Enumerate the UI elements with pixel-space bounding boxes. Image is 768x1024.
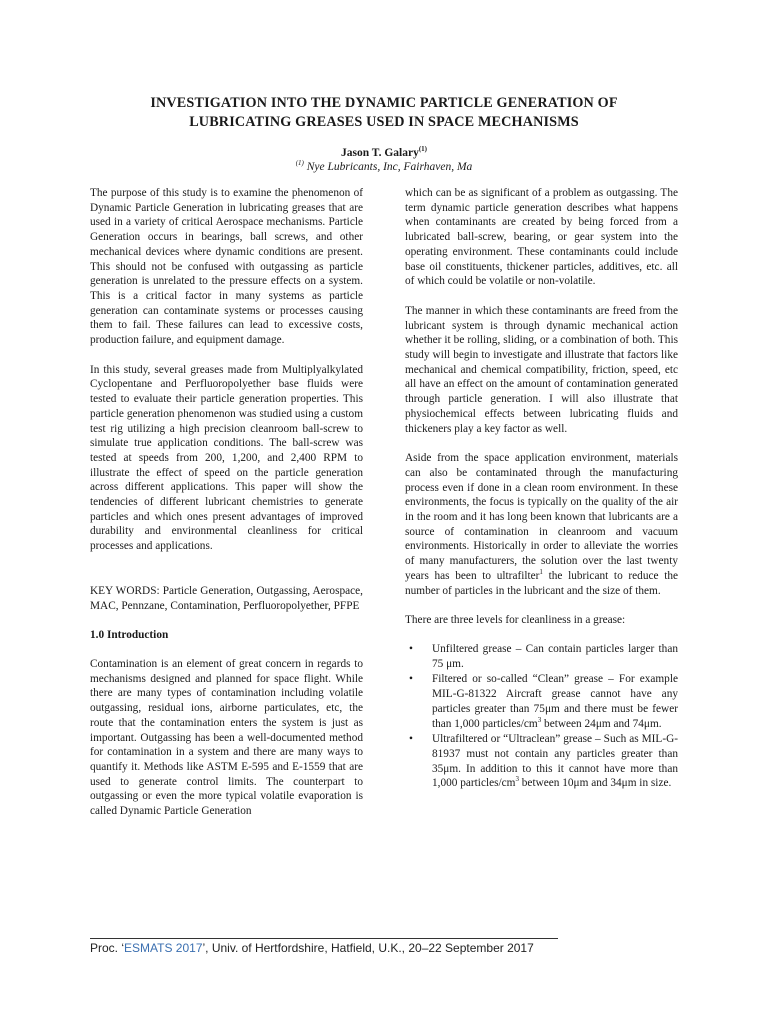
affiliation-text: Nye Lubricants, Inc, Fairhaven, Ma — [306, 160, 473, 173]
bullet-icon: • — [409, 673, 413, 686]
intro-paragraph-2: which can be as significant of a problem as outgassing. The term dynamic particle generation describes what happens when contaminants are created by being forced from a lubricated ball-screw, bearing, or gear system into the operating environment. These contaminants could include base oil constituents, thickener particles, additives, etc. all of which could be volatile or non-volatile. — [405, 187, 678, 288]
title-line-1: INVESTIGATION INTO THE DYNAMIC PARTICLE GENERATION OF — [150, 95, 618, 111]
list-item-text-b: between 10μm and 34μm in size. — [518, 777, 672, 790]
list-item — [405, 672, 678, 731]
left-column — [90, 186, 363, 834]
list-item-text-a: Ultrafiltered or “Ultraclean” grease – Such as MIL-G-81937 must not contain any particles greater than 35μm. In addition to this it cannot have more than 1,000 particles/cm — [432, 733, 678, 790]
list-item — [405, 642, 678, 671]
author-name: Jason T. Galary — [340, 146, 419, 159]
list-item-text: Unfiltered grease – Can contain particles larger than 75 μm. — [432, 642, 678, 670]
list-item-text-b: between 24μm and 74μm. — [541, 717, 662, 730]
intro-paragraph-1: Contamination is an element of great concern in regards to mechanisms designed and planned for space flight. While there are many types of contamination including volatile outgassing, residual ions, airborne particulates, etc, the route that the contamination enters the system is just as important. Outgassing has been a well-documented method for contamination in a system and there are many ways to quantify it. Methods like ASTM E-595 and E-1559 that are used to generate control limits. The counterpart to outgassing or even the more typical volatile evaporation is called Dynamic Particle Generation — [90, 657, 363, 818]
footer-divider — [90, 938, 558, 939]
superscript-cube: 3 — [515, 775, 519, 784]
abstract-paragraph-1: The purpose of this study is to examine the phenomenon of Dynamic Particle Generation in lubricating greases that are used in a variety of critical Aerospace mechanisms. Particle Generation occurs in bearings, ball screws, and other mechanical devices where dynamic conditions are present. This should not be confused with outgassing as particle generation is unrelated to the pressure effects on a system. This is a critical factor in many systems as particle generation can contaminate systems or processes causing them to fail. These failures can lead to excessive costs, production failure, and equipment damage. — [90, 187, 363, 347]
author-mark: (1) — [418, 145, 428, 153]
bullet-icon: • — [409, 642, 413, 655]
affiliation-mark: (1) — [295, 159, 304, 167]
footer-citation — [90, 941, 534, 955]
footer-suffix: ’, Univ. of Hertfordshire, Hatfield, U.K., 20–22 September 2017 — [202, 941, 534, 955]
footnote-ref-1: 1 — [539, 568, 543, 577]
intro-paragraph-4-text-b: the lubricant to reduce the number of particles in the lubricant and the size of them. — [405, 569, 678, 597]
keywords: KEY WORDS: Particle Generation, Outgassing, Aerospace, MAC, Pennzane, Contamination, Perfluoropolyether, PFPE — [90, 584, 363, 612]
intro-paragraph-5: There are three levels for cleanliness in a grease: — [405, 614, 626, 627]
list-item-text-a: Filtered or so-called “Clean” grease – For example MIL-G-81322 Aircraft grease cannot have any particles greater than 75μm and there must be fewer than 1,000 particles/cm — [432, 673, 678, 730]
intro-paragraph-4 — [405, 451, 678, 598]
title-line-2: LUBRICATING GREASES USED IN SPACE MECHANISMS — [189, 114, 579, 130]
abstract-paragraph-2: In this study, several greases made from Multiplyalkylated Cyclopentane and Perfluoropolyether base fluids were tested to evaluate their particle generation properties. This particle generation phenomenon was studied using a custom test rig utilizing a high precision cleanroom ball-screw to simulate true application conditions. The ball-screw was tested at speeds from 200, 1,200, and 2,400 RPM to illustrate the effect of speed on the particle generation across different applications. This paper will show the tendencies of different lubricant chemistries to generate particles and which ones present advantages of improved durability and environmental cleanliness for critical processes and applications. — [90, 363, 363, 553]
superscript-cube: 3 — [537, 715, 542, 724]
section-heading-introduction: 1.0 Introduction — [90, 629, 169, 642]
intro-paragraph-4-text-a: Aside from the space application environment, materials can also be contaminated through the manufacturing process even if done in a clean room environment. In these environments, the focus is typically on the quality of the air in the room and it has long been known that lubricants are a source of contamination in cleanroom and vacuum environments. Historically in order to alleviate the worries of many manufacturers, the solution over the last twenty years has been to ultrafilter — [405, 452, 678, 582]
right-column — [405, 186, 678, 792]
affiliation-line — [90, 156, 678, 174]
intro-paragraph-3: The manner in which these contaminants are freed from the lubricant system is through dynamic mechanical action whether it be rolling, sliding, or a combination of both. This study will begin to investigate and illustrate that factors like mechanical and chemical compatibility, friction, speed, etc all have an effect on the amount of contamination generated through particle generation. I will also illustrate that physiochemical effects between lubricating fluids and thickeners play a key factor as well. — [405, 304, 678, 435]
list-item — [405, 732, 678, 791]
footer-conference: ESMATS 2017 — [124, 941, 203, 955]
footer-prefix: Proc. ‘ — [90, 941, 125, 955]
bullet-icon: • — [409, 733, 413, 746]
cleanliness-levels-list — [405, 642, 678, 791]
paper-title — [90, 94, 678, 132]
